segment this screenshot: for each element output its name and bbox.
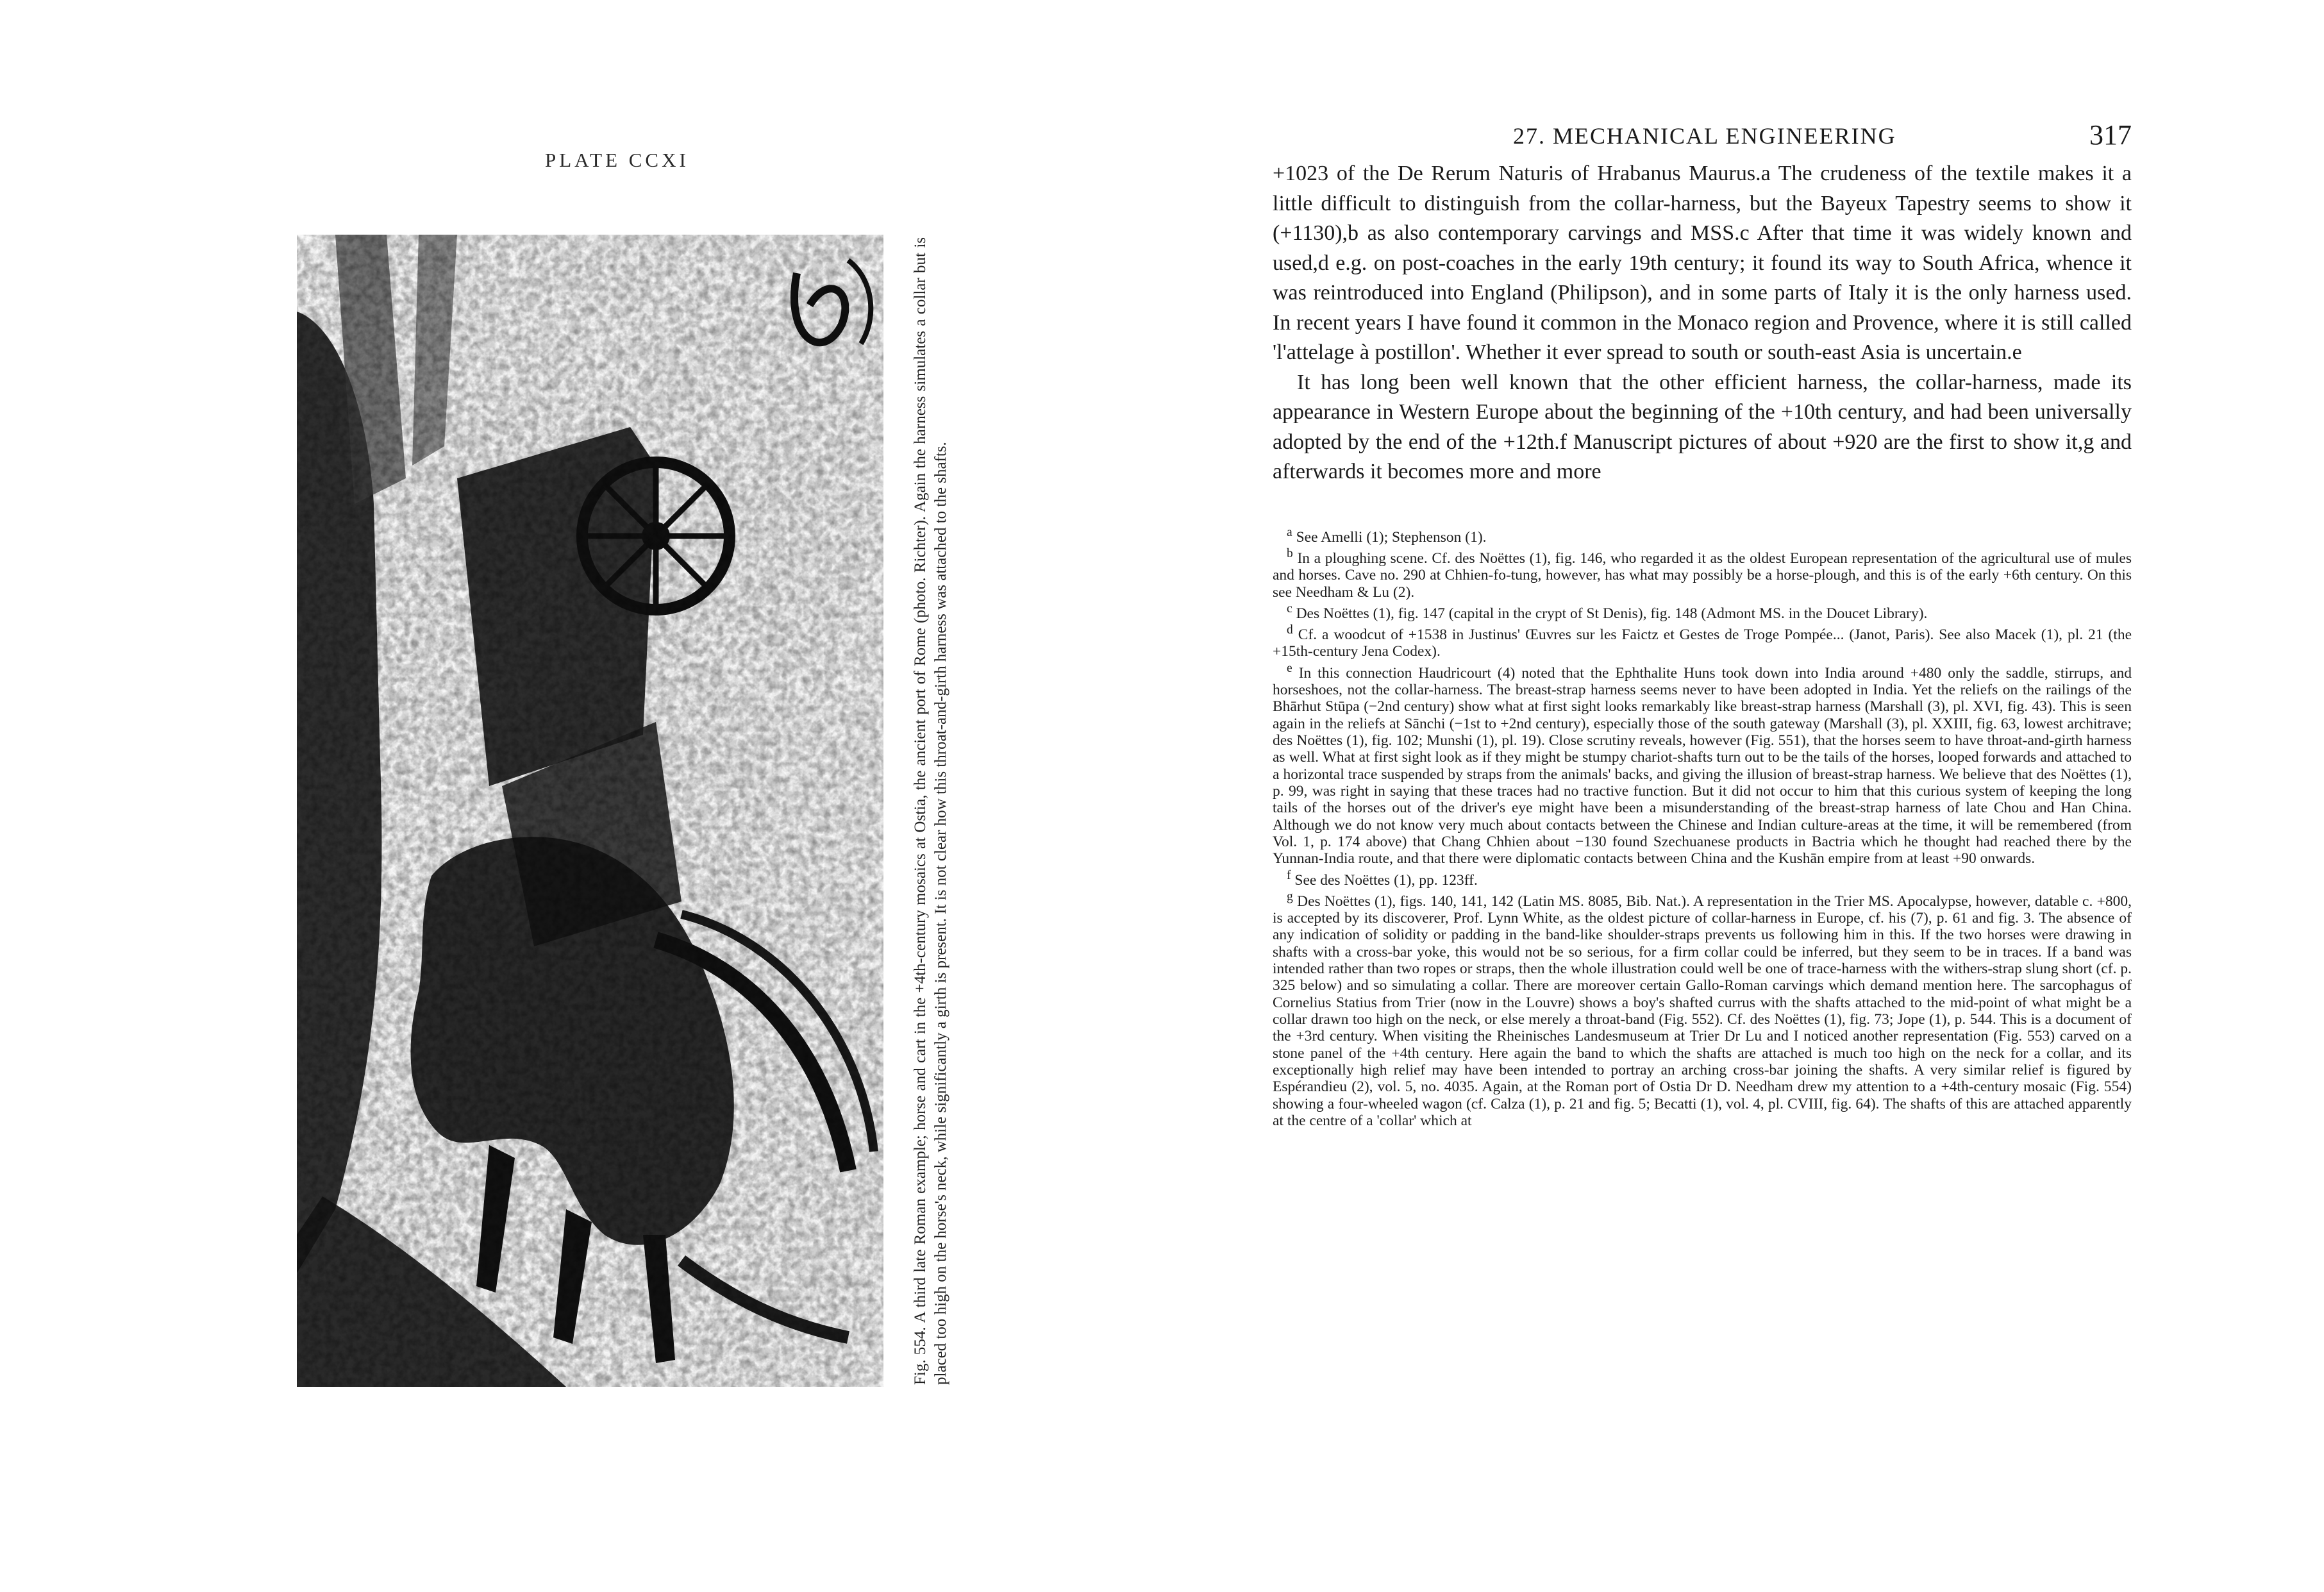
running-head <box>1273 119 2132 157</box>
footnote-mark: c <box>1287 602 1292 616</box>
footnote-mark: e <box>1287 661 1292 675</box>
footnote-mark: d <box>1287 623 1293 637</box>
footnote-text: See des Noëttes (1), pp. 123ff. <box>1294 871 1478 889</box>
footnote-mark: f <box>1287 868 1291 882</box>
mosaic-photograph <box>297 235 883 1387</box>
footnote-text: In a ploughing scene. Cf. des Noëttes (1), fig. 146, who regarded it as the oldest European representation of the agricultural use of mules and horses. Cave no. 290 at Chhien-fo-tung, however, has what may possibly be a horse-plough, and this is of the early +6th century. On this see Needham & Lu (2). <box>1273 550 2132 601</box>
footnote-mark: g <box>1287 889 1293 903</box>
footnote-text: See Amelli (1); Stephenson (1). <box>1296 528 1487 546</box>
footnote-g <box>1273 889 2132 1130</box>
figure-caption-wrap <box>910 237 974 1385</box>
footnote-mark: a <box>1287 526 1292 539</box>
figure-caption: Fig. 554. A third late Roman example; horse and cart in the +4th-century mosaics at Ostia, the ancient port of Rome (photo. Richter). Again the harness simulates a collar but is placed too high on the horse's neck, while significantly a girth is present. It is not clear how this throat-and-girth harness was attached to the shafts. <box>912 237 949 1385</box>
footnote-text: Des Noëttes (1), figs. 140, 141, 142 (Latin MS. 8085, Bib. Nat.). A representation in the Trier MS. Apocalypse, however, datable c. +800, is accepted by its discoverer, Prof. Lynn White, as the oldest picture of collar-harness in Europe, cf. his (7), p. 61 and fig. 3. The absence of any indication of solidity or padding in the band-like shoulder-straps prevents us following him in this. If the two horses were drawing in shafts with a cross-bar yoke, this would not be so serious, for a firm collar could be inferred, but they seem to be in traces. If a band was intended rather than two ropes or straps, then the whole illustration could well be one of trace-harness with the withers-strap slung short (cf. p. 325 below) and so simulating a collar. There are moreover certain Gallo-Roman carvings which demand mention here. The sarcophagus of Cornelius Statius from Trier (now in the Louvre) shows a boy's shafted currus with the shafts attached to the mid-point of what might be a collar drawn too high on the neck, or else merely a throat-band (Fig. 552). Cf. des Noëttes (1), fig. 73; Jope (1), p. 544. This is a document of the +3rd century. When visiting the Rheinisches Landesmuseum at Trier Dr Lu and I noticed another representation (Fig. 553) carved on a stone panel of the +4th century. Here again the band to which the shafts are attached is much too high on the neck for a collar, and its exceptionally high relief may have been intended to portray an arching cross-bar joining the shafts. A very similar relief is figured by Espérandieu (2), vol. 5, no. 4035. Again, at the Roman port of Ostia Dr D. Needham drew my attention to a +4th-century mosaic (Fig. 554) showing a four-wheeled wagon (cf. Calza (1), p. 21 and fig. 5; Becatti (1), vol. 4, pl. CVIII, fig. 64). The shafts of this are attached apparently at the centre of a 'collar' which at <box>1273 892 2132 1130</box>
footnote-text: Cf. a woodcut of +1538 in Justinus' Œuvres sur les Faictz et Gestes de Troge Pompée... (Janot, Paris). See also Macek (1), pl. 21 (the +15th-century Jena Codex). <box>1273 626 2132 660</box>
mosaic-image-icon <box>297 235 883 1387</box>
footnote-text: In this connection Haudricourt (4) noted that the Ephthalite Huns took down into India around +480 only the saddle, stirrups, and horseshoes, not the collar-harness. The breast-strap harness seems never to have been adopted in India. Yet the reliefs on the railings of the Bhārhut Stūpa (−2nd century) show what at first sight looks remarkably like breast-strap harness (Marshall (3), pl. XVI, fig. 43). This is seen again in the reliefs at Sānchi (−1st to +2nd century), especially those of the south gateway (Marshall (3), pl. XXIII, fig. 63, lowest architrave; des Noëttes (1), fig. 102; Munshi (1), pl. 19). Close scrutiny reveals, however (Fig. 551), that the horses seem to have throat-and-girth harness as well. What at first sight look as if they might be stumpy chariot-shafts turn out to be the tails of the horses, looped forwards and attached to a horizontal trace suspended by straps from the animals' backs, and giving the illusion of breast-strap harness. We believe that des Noëttes (1), p. 99, was right in saying that these traces had no tractive function. But it did not occur to him that this curious system of keeping the long tails of the horses out of the driver's eye might have been a misunderstanding of the breast-strap harness of late Chou and Han China. Although we do not know very much about contacts between the Chinese and Indian culture-areas at the time, it will be remembered (from Vol. 1, p. 174 above) that Chang Chhien about −130 found Szechuanese products in Bactria which he thought had reached there by the Yunnan-India route, and that there were diplomatic contacts between China and the Kushān empire from at least +90 onwards. <box>1273 664 2132 867</box>
footnote-e <box>1273 660 2132 867</box>
footnote-c <box>1273 601 2132 622</box>
footnote-d <box>1273 622 2132 660</box>
footnote-mark: b <box>1287 547 1293 561</box>
footnote-a <box>1273 524 2132 546</box>
plate-label: PLATE CCXI <box>545 149 689 171</box>
footnote-f <box>1273 867 2132 889</box>
footnote-text: Des Noëttes (1), fig. 147 (capital in the crypt of St Denis), fig. 148 (Admont MS. in the Doucet Library). <box>1296 605 1928 622</box>
paragraph-2: It has long been well known that the other efficient harness, the collar-harness, made its appearance in Western Europe about the beginning of the +10th century, and had been universally adopted by the end of the +12th.f Manuscript pictures of about +920 are the first to show it,g and afterwards it becomes more and more <box>1273 370 2132 483</box>
body-text <box>1273 159 2132 487</box>
page-number: 317 <box>2089 119 2132 151</box>
footnote-b <box>1273 546 2132 601</box>
running-title: 27. MECHANICAL ENGINEERING <box>1513 123 1896 149</box>
paragraph-1: +1023 of the De Rerum Naturis of Hrabanus Maurus.a The crudeness of the textile makes it a little difficult to distinguish from the collar-harness, but the Bayeux Tapestry seems to show it (+1130),b as also contemporary carvings and MSS.c After that time it was widely known and used,d e.g. on post-coaches in the early 19th century; it found its way to South Africa, whence it was reintroduced into England (Philipson), and in some parts of Italy it is the only harness used. In recent years I have found it common in the Monaco region and Provence, where it is still called 'l'attelage à postillon'. Whether it ever spread to south or south-east Asia is uncertain.e <box>1273 162 2132 364</box>
footnotes <box>1273 524 2132 1129</box>
